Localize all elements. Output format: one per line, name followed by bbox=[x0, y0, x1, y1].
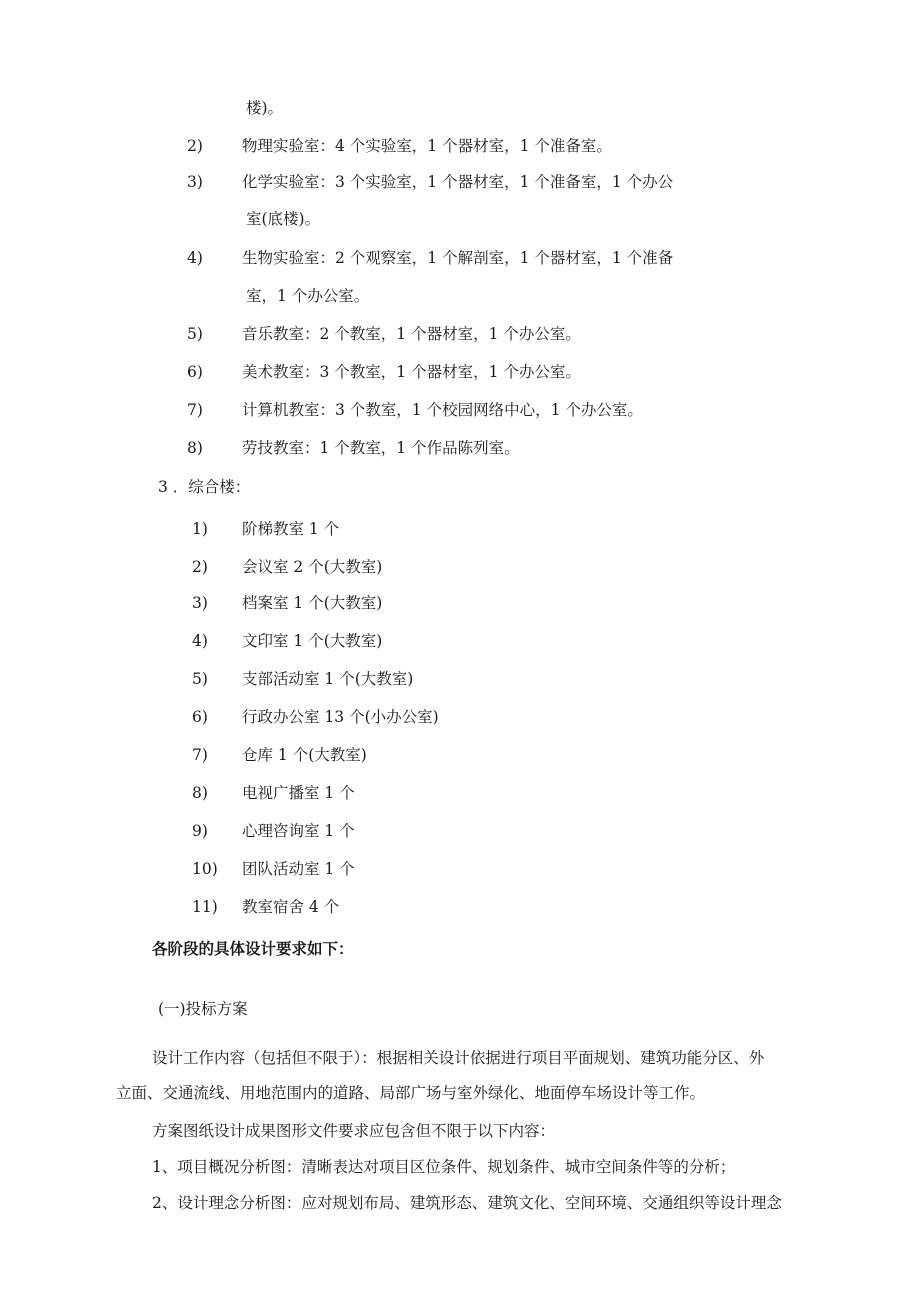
list-item-chemistry-lab: 化学实验室：3 个实验室，1 个器材室，1 个准备室，1 个办公 bbox=[242, 173, 674, 191]
list-item-continuation: 室，1 个办公室。 bbox=[246, 287, 370, 305]
list-item-labor-room: 劳技教室：1 个教室，1 个作品陈列室。 bbox=[242, 439, 520, 457]
list-number: 9) bbox=[192, 822, 208, 840]
list-item: 档案室 1 个(大教室) bbox=[242, 594, 383, 612]
list-number: 1) bbox=[192, 520, 208, 538]
paragraph-line: 设计工作内容（包括但不限于）：根据相关设计依据进行项目平面规划、建筑功能分区、外 bbox=[152, 1049, 765, 1067]
subheading-bid-proposal: (一)投标方案 bbox=[158, 1000, 248, 1018]
list-number: 10) bbox=[192, 860, 218, 878]
list-number: 5) bbox=[192, 670, 208, 688]
list-number: 6) bbox=[187, 363, 203, 381]
list-point: 2、设计理念分析图：应对规划布局、建筑形态、建筑文化、空间环境、交通组织等设计理念 bbox=[152, 1194, 782, 1212]
list-item: 电视广播室 1 个 bbox=[242, 784, 355, 802]
list-item: 会议室 2 个(大教室) bbox=[242, 558, 383, 576]
list-number: 8) bbox=[192, 784, 208, 802]
list-item: 仓库 1 个(大教室) bbox=[242, 746, 367, 764]
list-number: 3) bbox=[192, 594, 208, 612]
section-heading-complex-building: 3 ．综合楼： bbox=[158, 478, 251, 496]
list-number: 4) bbox=[192, 632, 208, 650]
list-item: 支部活动室 1 个(大教室) bbox=[242, 670, 414, 688]
list-number: 2) bbox=[187, 137, 203, 155]
list-point: 1、项目概况分析图：清晰表达对项目区位条件、规划条件、城市空间条件等的分析； bbox=[152, 1158, 736, 1176]
list-item: 教室宿舍 4 个 bbox=[242, 898, 340, 916]
list-item-continuation: 室(底楼)。 bbox=[246, 210, 321, 228]
list-number: 2) bbox=[192, 558, 208, 576]
list-continuation: 楼)。 bbox=[246, 99, 284, 117]
list-item: 阶梯教室 1 个 bbox=[242, 520, 340, 538]
list-number: 7) bbox=[187, 401, 203, 419]
paragraph: 方案图纸设计成果图形文件要求应包含但不限于以下内容： bbox=[152, 1122, 556, 1140]
list-item-computer-room: 计算机教室：3 个教室，1 个校园网络中心，1 个办公室。 bbox=[242, 401, 643, 419]
list-item-art-room: 美术教室：3 个教室，1 个器材室，1 个办公室。 bbox=[242, 363, 581, 381]
list-item: 团队活动室 1 个 bbox=[242, 860, 355, 878]
list-number: 4) bbox=[187, 249, 203, 267]
list-item: 文印室 1 个(大教室) bbox=[242, 632, 383, 650]
list-number: 8) bbox=[187, 439, 203, 457]
paragraph-line: 立面、交通流线、用地范围内的道路、局部广场与室外绿化、地面停车场设计等工作。 bbox=[116, 1084, 706, 1102]
section-heading-requirements: 各阶段的具体设计要求如下： bbox=[152, 940, 354, 958]
list-number: 3) bbox=[187, 173, 203, 191]
list-item-biology-lab: 生物实验室：2 个观察室，1 个解剖室，1 个器材室，1 个准备 bbox=[242, 249, 674, 267]
list-number: 6) bbox=[192, 708, 208, 726]
list-item: 心理咨询室 1 个 bbox=[242, 822, 355, 840]
list-number: 7) bbox=[192, 746, 208, 764]
list-item-music-room: 音乐教室：2 个教室，1 个器材室，1 个办公室。 bbox=[242, 325, 581, 343]
list-number: 5) bbox=[187, 325, 203, 343]
list-item: 行政办公室 13 个(小办公室) bbox=[242, 708, 439, 726]
list-item-physics-lab: 物理实验室：4 个实验室，1 个器材室，1 个准备室。 bbox=[242, 137, 612, 155]
list-number: 11) bbox=[192, 898, 218, 916]
